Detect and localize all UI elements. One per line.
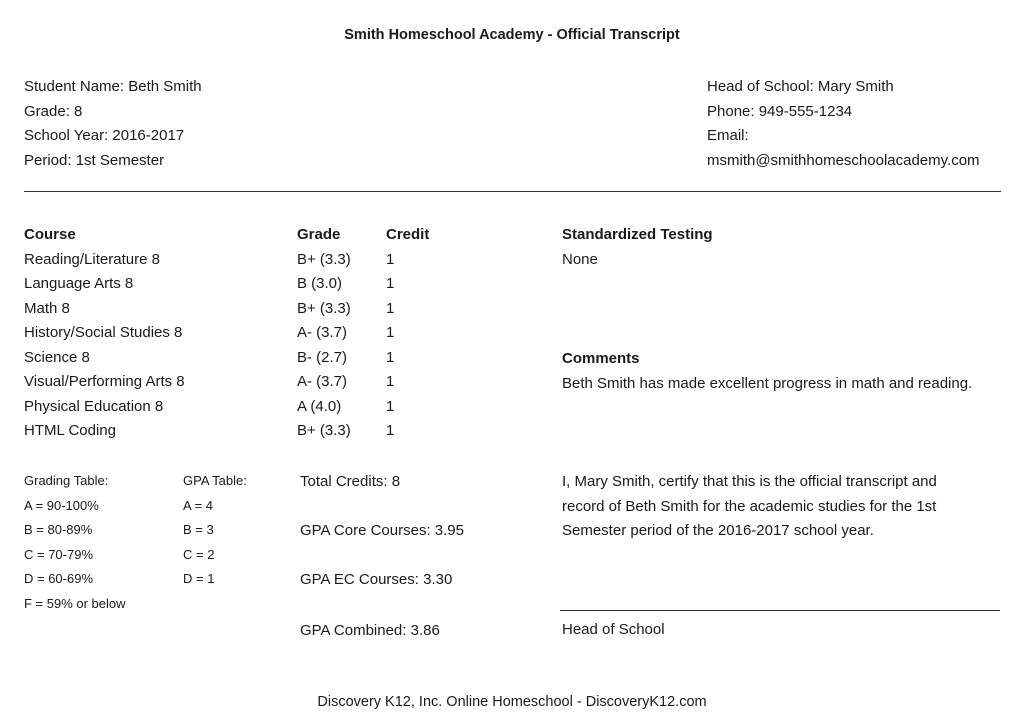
head-of-school: Head of School: Mary Smith: [707, 78, 894, 95]
course-credit: 1: [386, 348, 395, 366]
course-name: HTML Coding: [24, 422, 116, 439]
course-grade: B+ (3.3): [297, 250, 351, 268]
course-table: [0, 223, 560, 443]
signature-line: [560, 610, 1000, 611]
certification-line: I, Mary Smith, certify that this is the official transcript and: [562, 473, 937, 490]
course-grade: B+ (3.3): [297, 299, 351, 317]
grading-row: C = 70-79%: [24, 546, 94, 562]
header-grade: Grade: [297, 226, 341, 243]
course-grade: A- (3.7): [297, 373, 348, 390]
signature-label: Head of School: [562, 621, 665, 638]
comments-heading: Comments: [562, 350, 640, 367]
transcript-title: Smith Homeschool Academy - Official Transcript: [344, 27, 680, 43]
course-credit: 1: [386, 250, 395, 268]
gpa-core: GPA Core Courses: 3.95: [300, 522, 464, 539]
course-name: Visual/Performing Arts 8: [24, 373, 185, 390]
course-name: Science 8: [24, 348, 90, 366]
header-credit: Credit: [386, 226, 430, 243]
student-info: [24, 75, 202, 173]
gpa-row: C = 2: [183, 546, 215, 562]
student-grade: Grade: 8: [24, 102, 83, 120]
gpa-table: [183, 469, 247, 592]
course-credit: 1: [386, 275, 395, 292]
course-name: Reading/Literature 8: [24, 250, 160, 268]
course-grade: B+ (3.3): [297, 422, 351, 439]
course-grade: B (3.0): [297, 275, 343, 292]
grading-row: F = 59% or below: [24, 595, 126, 611]
email-label: Email:: [707, 127, 749, 144]
gpa-combined: GPA Combined: 3.86: [300, 622, 440, 639]
phone: Phone: 949-555-1234: [707, 102, 853, 120]
gpa-table-heading: GPA Table:: [183, 473, 247, 488]
gpa-row: A = 4: [183, 497, 213, 513]
grading-table: [24, 469, 126, 617]
course-name: Math 8: [24, 299, 70, 317]
footer: Discovery K12, Inc. Online Homeschool - DiscoveryK12.com: [317, 694, 707, 710]
grading-row: A = 90-100%: [24, 497, 99, 513]
comments-text: Beth Smith has made excellent progress in math and reading.: [562, 374, 973, 392]
school-info: [707, 75, 980, 173]
course-credit: 1: [386, 397, 395, 415]
course-name: Physical Education 8: [24, 397, 164, 415]
course-name: Language Arts 8: [24, 275, 134, 292]
grading-row: B = 80-89%: [24, 522, 93, 538]
total-credits: Total Credits: 8: [300, 473, 401, 490]
certification-line: Semester period of the 2016-2017 school year.: [562, 522, 874, 539]
certification-line: record of Beth Smith for the academic studies for the 1st: [562, 497, 937, 515]
course-credit: 1: [386, 422, 395, 439]
email-value: msmith@smithhomeschoolacademy.com: [707, 151, 980, 169]
course-name: History/Social Studies 8: [24, 324, 183, 341]
gpa-row: B = 3: [183, 522, 214, 538]
course-grade: A (4.0): [297, 397, 342, 415]
certification-statement: [562, 470, 937, 544]
grading-row: D = 60-69%: [24, 571, 94, 587]
course-grade: A- (3.7): [297, 324, 348, 341]
period: Period: 1st Semester: [24, 151, 165, 169]
course-grade: B- (2.7): [297, 348, 348, 366]
course-credit: 1: [386, 324, 395, 341]
testing-value: None: [562, 250, 598, 268]
course-credit: 1: [386, 373, 395, 390]
school-year: School Year: 2016-2017: [24, 127, 185, 144]
testing-heading: Standardized Testing: [562, 226, 713, 243]
header-divider: [24, 191, 1001, 192]
course-credit: 1: [386, 299, 395, 317]
grading-table-heading: Grading Table:: [24, 473, 109, 488]
gpa-ec: GPA EC Courses: 3.30: [300, 571, 453, 588]
header-course: Course: [24, 226, 76, 243]
gpa-row: D = 1: [183, 571, 215, 587]
student-name: Student Name: Beth Smith: [24, 78, 202, 95]
